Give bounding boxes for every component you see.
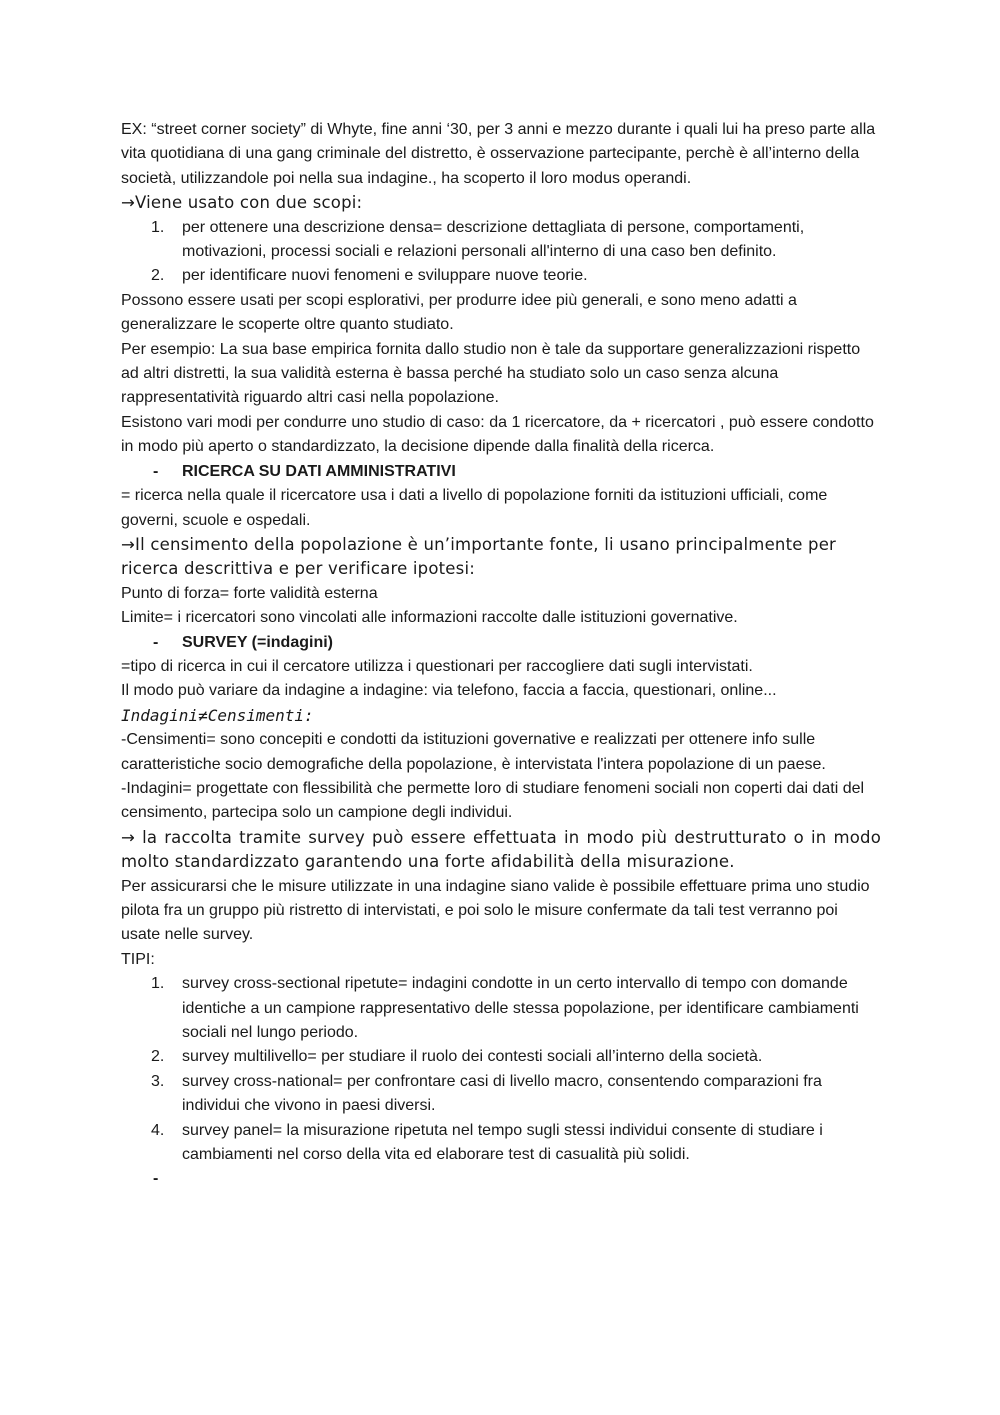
section-heading-admin [121, 460, 881, 484]
survey-types-list [121, 972, 881, 1167]
list-number: 2. [151, 1048, 165, 1066]
survey-definition: =tipo di ricerca in cui il cercatore utilizza i questionari per raccogliere dati sugli intervistati. [121, 657, 753, 675]
list-item [121, 1070, 881, 1119]
intro-paragraph: EX: “street corner society” di Whyte, fine anni ‘30, per 3 anni e mezzo durante i quali lui ha preso parte alla vita quotidiana di una gang criminale del distretto, è osservazione partecipante, perchè è all’interno della società, utilizzandole poi nella sua indagine., ha scoperto il loro modus operandi. [121, 121, 876, 187]
list-item [121, 972, 881, 1045]
list-item-text: per identificare nuovi fenomeni e sviluppare nuove teorie. [182, 267, 588, 285]
list-number: 4. [151, 1121, 165, 1139]
case-study-paragraph: Per esempio: La sua base empirica fornita dallo studio non è tale da supportare generalizzazioni rispetto ad altri distretti, la sua validità esterna è bassa perché ha studiato solo un caso senza alcuna rappresentatività riguardo altri casi nella popolazione. [121, 340, 861, 407]
document-page [121, 118, 881, 1191]
admin-strength: Punto di forza= forte validità esterna [121, 584, 378, 602]
scopes-list [121, 216, 881, 289]
survey-methods: Il modo può variare da indagine a indagine: via telefono, faccia a faccia, questionari, online... [121, 682, 777, 700]
indagini-paragraph: -Indagini= progettate con flessibilità che permette loro di studiare fenomeni sociali non coperti dai dati del censimento, partecipa solo un campione degli individui. [121, 779, 865, 822]
list-number: 1. [151, 975, 165, 993]
case-study-paragraph: Esistono vari modi per condurre uno studio di caso: da 1 ricercatore, da + ricercatori , può essere condotto in modo più aperto o standardizzato, la decisione dipende dalla finalità della ricerca. [121, 413, 874, 456]
scopes-heading: →Viene usato con due scopi: [121, 193, 363, 213]
list-item [121, 216, 881, 265]
admin-limit: Limite= i ricercatori sono vincolati alle informazioni raccolte dalle istituzioni governative. [121, 609, 738, 627]
types-label: TIPI: [121, 950, 155, 968]
bullet-dash: - [153, 633, 159, 651]
validity-note: Per assicurarsi che le misure utilizzate in una indagine siano valide è possibile effettuare prima uno studio pilota fra un gruppo più ristretto di intervistati, e poi solo le misure confermate da tali test verranno poi usate nelle survey. [121, 877, 870, 944]
list-item-text: survey cross-national= per confrontare casi di livello macro, consentendo comparazioni fra individui che vivono in paesi diversi. [182, 1072, 822, 1115]
admin-definition: = ricerca nella quale il ricercatore usa i dati a livello di popolazione forniti da istituzioni ufficiali, come governi, scuole e ospedali. [121, 487, 828, 529]
section-heading-survey [121, 631, 881, 655]
section-heading-text: RICERCA SU DATI AMMINISTRATIVI [182, 462, 456, 480]
list-item-text: survey panel= la misurazione ripetuta nel tempo sugli stessi individui consente di studiare i cambiamenti nel corso della vita ed elaborare test di casualità più solidi. [182, 1121, 823, 1164]
list-number: 3. [151, 1072, 165, 1090]
trailing-bullet [121, 1167, 881, 1191]
case-study-paragraph: Possono essere usati per scopi esplorativi, per produrre idee più generali, e sono meno adatti a generalizzare le scoperte oltre quanto studiato. [121, 291, 797, 334]
censimenti-paragraph: -Censimenti= sono concepiti e condotti da istituzioni governative e realizzati per ottenere info sulle caratteristiche socio demografiche della popolazione, è intervistata l'intera popolazione di un paese. [121, 731, 826, 773]
list-item-text: per ottenere una descrizione densa= descrizione dettagliata di persone, comportamenti, motivazioni, processi sociali e relazioni personali all'interno di una caso ben definito. [182, 218, 805, 261]
list-item-text: survey cross-sectional ripetute= indagini condotte in un certo intervallo di tempo con domande identiche a un campione rappresentativo delle stessa popolazione, per identificare cambiamenti sociali nel lungo periodo. [182, 975, 859, 1042]
list-item-text: survey multilivello= per studiare il ruolo dei contesti sociali all’interno della società. [182, 1048, 763, 1066]
list-item [121, 1119, 881, 1168]
list-item [121, 264, 881, 288]
list-number: 2. [151, 267, 165, 285]
collection-note: → la raccolta tramite survey può essere effettuata in modo più destrutturato o in modo molto standardizzato garantendo una forte afidabilità della misurazione. [121, 827, 881, 872]
list-item [121, 1045, 881, 1069]
census-note: →Il censimento della popolazione è un’importante fonte, li usano principalmente per ricerca descrittiva e per verificare ipotesi: [121, 534, 837, 579]
bullet-dash: - [153, 1170, 159, 1188]
bullet-dash: - [153, 462, 159, 480]
list-number: 1. [151, 218, 165, 236]
comparison-title: Indagini≠Censimenti: [121, 705, 314, 725]
section-heading-text: SURVEY (=indagini) [182, 633, 333, 651]
